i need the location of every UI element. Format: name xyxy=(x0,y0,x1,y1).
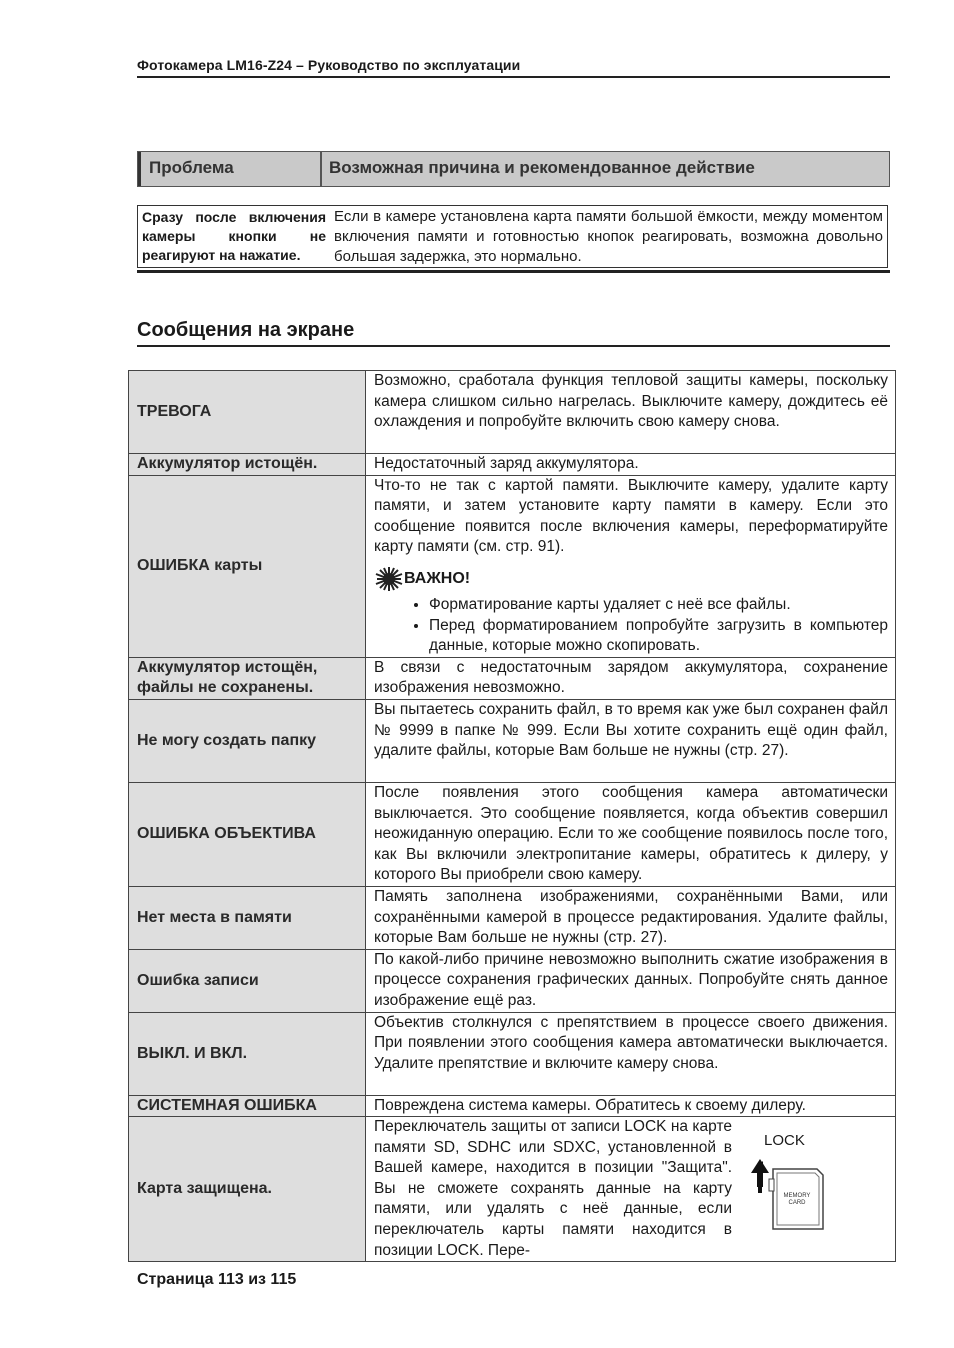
message-cell: Аккумулятор истощён. xyxy=(129,454,366,476)
table-row xyxy=(129,949,896,1012)
description-cell: Недостаточный заряд аккумулятора. xyxy=(366,454,896,476)
description-text: Что-то не так с картой памяти. Выключите камеру, удалите карту памяти, и затем установите карту памяти в камеру. Если это сообщение появится после включения камеры, переформатируйте карту памяти (см. стр. 91). xyxy=(374,476,888,556)
message-cell: ТРЕВОГА xyxy=(129,371,366,454)
table-row xyxy=(129,657,896,699)
problem-table-bottom-rule xyxy=(137,270,890,273)
description-cell: После появления этого сообщения камера автоматически выключается. Это сообщение появляется, когда объектив совершил неожиданную операцию. Если то же сообщение появилось после того, как Вы включили электропитание камеры, обратитесь к дилеру, у которого Вы приобрели свою камеру. xyxy=(366,782,896,886)
description-cell: По какой-либо причине невозможно выполнить сжатие изображения в процессе сохранения графических данных. Попробуйте снять данное изображение ещё раз. xyxy=(366,949,896,1012)
description-cell: Объектив столкнулся с препятствием в процессе своего движения. При появлении этого сообщения камера автоматически выключается. Удалите препятствие и включите камеру снова. xyxy=(366,1012,896,1095)
document-header: Фотокамера LM16-Z24 – Руководство по эксплуатации xyxy=(137,57,521,73)
table-row xyxy=(129,1095,896,1117)
description-cell xyxy=(366,475,896,657)
burst-icon xyxy=(374,566,404,592)
message-cell: Не могу создать папку xyxy=(129,699,366,782)
important-note xyxy=(374,566,888,592)
description-cell: В связи с недостаточным зарядом аккумулятора, сохранение изображения невозможно. xyxy=(366,657,896,699)
page-footer: Страница 113 из 115 xyxy=(137,1271,297,1288)
table-row xyxy=(129,699,896,782)
column-header-problem: Проблема xyxy=(138,152,322,186)
message-cell: Карта защищена. xyxy=(129,1117,366,1262)
table-row xyxy=(129,1012,896,1095)
problem-table-header xyxy=(137,151,890,187)
description-cell: Повреждена система камеры. Обратитесь к своему дилеру. xyxy=(366,1095,896,1117)
table-row xyxy=(129,475,896,657)
lock-figure xyxy=(732,1117,888,1261)
table-row xyxy=(129,371,896,454)
problem-row xyxy=(137,205,888,268)
column-header-action: Возможная причина и рекомендованное действие xyxy=(329,158,755,177)
message-cell: СИСТЕМНАЯ ОШИБКА xyxy=(129,1095,366,1117)
messages-table xyxy=(128,370,896,1262)
svg-text:CARD: CARD xyxy=(788,1200,806,1207)
message-cell: Нет места в памяти xyxy=(129,886,366,949)
message-cell: Аккумулятор истощён, файлы не сохранены. xyxy=(129,657,366,699)
section-title: Сообщения на экране xyxy=(137,319,355,341)
memory-card-icon xyxy=(747,1157,827,1247)
lock-label: LOCK xyxy=(764,1132,805,1150)
table-row xyxy=(129,1117,896,1262)
message-cell: Ошибка записи xyxy=(129,949,366,1012)
description-cell: Возможно, сработала функция тепловой защиты камеры, поскольку камера слишком сильно нагрелась. Выключите камеру, дождитесь её охлаждения и попробуйте включить свою камеру снова. xyxy=(366,371,896,454)
description-text: Переключатель защиты от записи LOCK на карте памяти SD, SDHC или SDXC, установленной в Вашей камере, находится в позиции "Защита". Вы не сможете сохранять данные на карту памяти, или удалять с неё данные, если переключатель карты памяти находится в позиции LOCK. Пере- xyxy=(374,1118,732,1259)
message-cell: ВЫКЛ. И ВКЛ. xyxy=(129,1012,366,1095)
table-row xyxy=(129,782,896,886)
important-label: ВАЖНО! xyxy=(404,569,471,587)
section-rule xyxy=(137,345,890,347)
problem-cell: Сразу после включения камеры кнопки не реагируют на нажатие. xyxy=(142,209,326,263)
description-cell xyxy=(366,1117,896,1262)
table-row xyxy=(129,886,896,949)
table-row xyxy=(129,454,896,476)
message-cell: ОШИБКА ОБЪЕКТИВА xyxy=(129,782,366,886)
card-label: MEMORY xyxy=(783,1193,811,1200)
list-item: • Форматирование карты удаляет с неё все файлы. xyxy=(429,595,888,616)
list-item: • Перед форматированием попробуйте загрузить в компьютер данные, которые можно скопировать. xyxy=(429,616,888,657)
card-protected-content xyxy=(374,1117,888,1261)
header-rule xyxy=(137,76,890,78)
important-bullets xyxy=(374,595,888,657)
description-cell: Память заполнена изображениями, сохранёнными Вами, или сохранёнными камерой в процессе редактирования. Удалите файлы, которые Вам больше не нужны (стр. 27). xyxy=(366,886,896,949)
action-cell: Если в камере установлена карта памяти большой ёмкости, между моментом включения памяти и готовностью кнопок реагировать, возможна довольно большая задержка, это нормально. xyxy=(334,208,883,265)
message-cell: ОШИБКА карты xyxy=(129,475,366,657)
description-cell: Вы пытаетесь сохранить файл, в то время как уже был сохранен файл № 9999 в папке № 999. Если Вы хотите сохранить ещё один файл, удалите файлы, которые Вам больше не нужны (стр. 27). xyxy=(366,699,896,782)
